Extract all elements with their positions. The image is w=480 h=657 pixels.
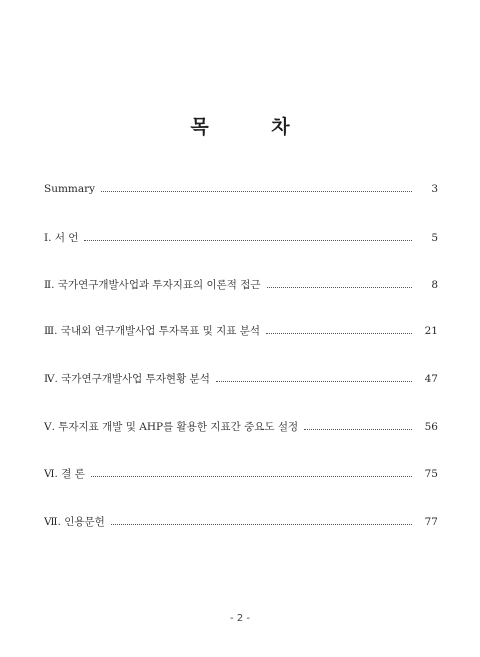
toc-entry-label: Ⅲ. 국내외 연구개발사업 투자목표 및 지표 분석 [44, 325, 261, 337]
toc-entry-chapter-7[interactable] [44, 513, 438, 529]
page-number-footer: - 2 - [230, 613, 250, 624]
toc-entry-label: Ⅵ. 결 론 [44, 468, 85, 480]
toc-entry-label: Summary [44, 183, 96, 195]
toc-entry-page: 3 [431, 183, 438, 195]
toc-entry-chapter-2[interactable] [44, 276, 438, 292]
toc-entry-label: Ⅶ. 인용문헌 [44, 516, 105, 528]
toc-entry-page: 47 [424, 373, 438, 385]
toc-entry-page: 8 [431, 279, 438, 291]
toc-entry-summary[interactable] [44, 180, 438, 196]
toc-leader-dots [216, 381, 412, 382]
toc-leader-dots [111, 524, 412, 525]
toc-leader-dots [91, 476, 412, 477]
toc-entry-page: 56 [424, 421, 438, 433]
toc-leader-dots [266, 333, 412, 334]
toc-entry-label: Ⅰ. 서 언 [44, 232, 79, 244]
toc-entry-chapter-5[interactable] [44, 418, 438, 434]
page-title: 목 차 [190, 116, 318, 138]
toc-leader-dots [304, 429, 412, 430]
toc-entry-label: Ⅳ. 국가연구개발사업 투자현황 분석 [44, 373, 210, 385]
toc-entry-chapter-1[interactable] [44, 229, 438, 245]
toc-entry-chapter-4[interactable] [44, 370, 438, 386]
toc-entry-page: 5 [431, 232, 438, 244]
toc-leader-dots [267, 287, 412, 288]
toc-entry-chapter-3[interactable] [44, 322, 438, 338]
toc-leader-dots [101, 191, 412, 192]
toc-entry-page: 21 [424, 325, 438, 337]
toc-entry-page: 77 [424, 516, 438, 528]
toc-entry-chapter-6[interactable] [44, 465, 438, 481]
toc-entry-page: 75 [424, 468, 438, 480]
toc-leader-dots [84, 240, 412, 241]
toc-entry-label: Ⅴ. 투자지표 개발 및 AHP를 활용한 지표간 중요도 설정 [44, 421, 299, 433]
toc-entry-label: Ⅱ. 국가연구개발사업과 투자지표의 이론적 접근 [44, 279, 261, 291]
